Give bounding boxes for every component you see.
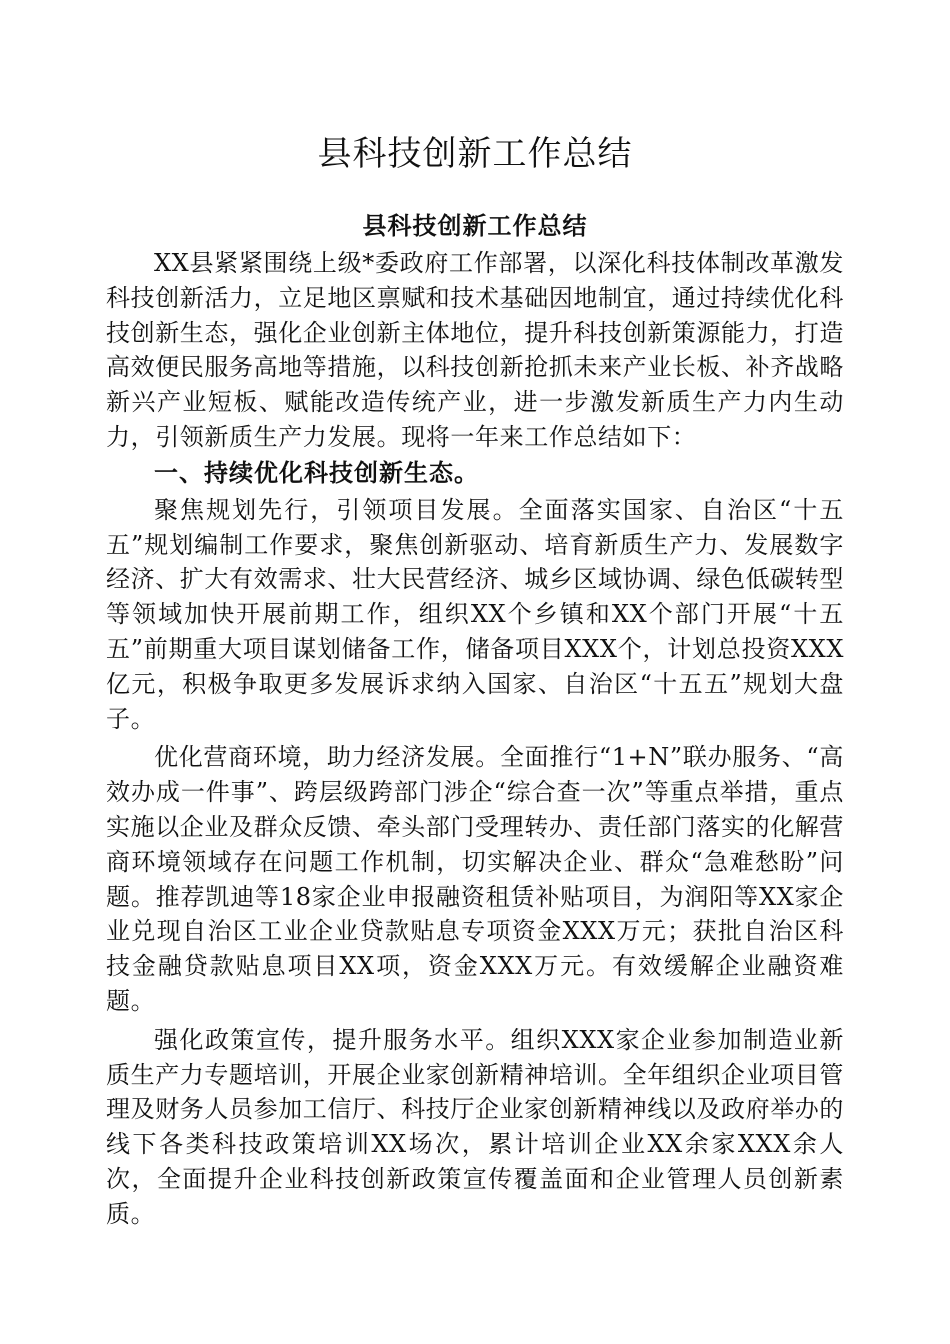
paragraph-planning: 聚焦规划先行，引领项目发展。全面落实国家、自治区“十五五”规划编制工作要求，聚焦创新驱动、培育新质生产力、发展数字经济、扩大有效需求、壮大民营经济、城乡区域协调、绿色低碳转型等领域加快开展前期工作，组织XX个乡镇和XX个部门开展“十五五”前期重大项目谋划储备工作，储备项目XXX个，计划总投资XXX亿元，积极争取更多发展诉求纳入国家、自治区“十五五”规划大盘子。: [106, 495, 844, 733]
paragraph-business-environment: 优化营商环境，助力经济发展。全面推行“1+N”联办服务、“高效办成一件事”、跨层级跨部门涉企“综合查一次”等重点举措，重点实施以企业及群众反馈、牵头部门受理转办、责任部门落实的化解营商环境领域存在问题工作机制，切实解决企业、群众“急难愁盼”问题。推荐凯迪等18家企业申报融资租赁补贴项目，为润阳等XX家企业兑现自治区工业企业贷款贴息专项资金XXX万元；获批自治区科技金融贷款贴息项目XX项，资金XXX万元。有效缓解企业融资难题。: [106, 743, 844, 1015]
intro-paragraph: XX县紧紧围绕上级*委政府工作部署，以深化科技体制改革激发科技创新活力，立足地区禀赋和技术基础因地制宜，通过持续优化科技创新生态，强化企业创新主体地位，提升科技创新策源能力，打造高效便民服务高地等措施，以科技创新抢抓未来产业长板、补齐战略新兴产业短板、赋能改造传统产业，进一步激发新质生产力内生动力，引领新质生产力发展。现将一年来工作总结如下：: [106, 249, 844, 451]
paragraph-policy-promotion: 强化政策宣传，提升服务水平。组织XXX家企业参加制造业新质生产力专题培训，开展企业家创新精神培训。全年组织企业项目管理及财务人员参加工信厅、科技厅企业家创新精神线以及政府举办的线下各类科技政策培训XX场次，累计培训企业XX余家XXX余人次，全面提升企业科技创新政策宣传覆盖面和企业管理人员创新素质。: [106, 1025, 844, 1228]
section-heading-1: 一、持续优化科技创新生态。: [154, 457, 479, 487]
document-subtitle: 县科技创新工作总结: [362, 211, 588, 240]
document-title: 县科技创新工作总结: [317, 134, 633, 174]
document-body: [106, 208, 844, 1236]
